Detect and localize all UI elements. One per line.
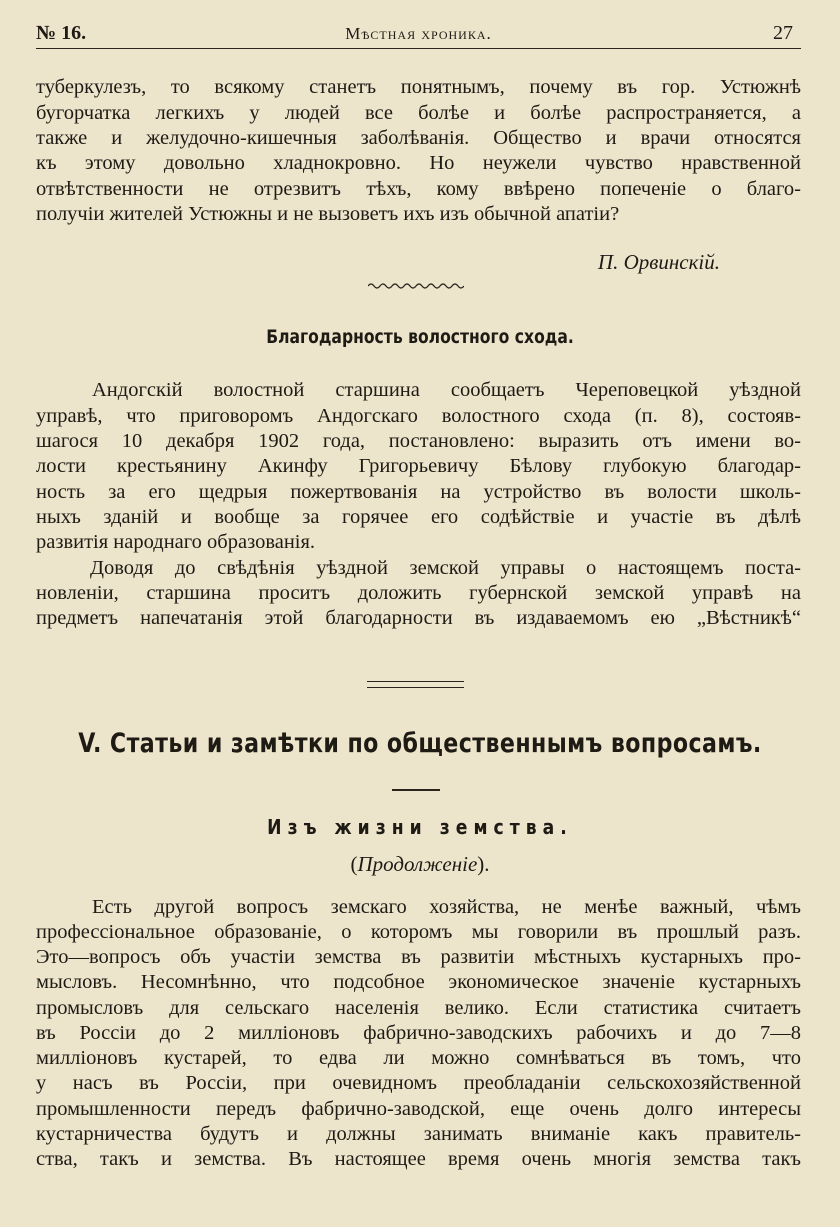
text-line: ныхъ зданій и вообще за горячее его содѣйствіе и участіе въ дѣлѣ (36, 506, 801, 528)
text-line: въ Россіи до 2 милліоновъ фабрично-заводскихъ рабочихъ и до 7—8 (36, 1022, 801, 1044)
text-line: у насъ въ Россіи, при очевидномъ преобладаніи сельскохозяйственной (36, 1072, 801, 1094)
text-line: развитія народнаго образованія. (36, 531, 316, 553)
text-line: также и желудочно-кишечныя заболѣванія. Общество и врачи относятся (36, 127, 801, 149)
text-line: ность за его щедрыя пожертвованія на устройство въ волости школь- (36, 481, 801, 503)
text-line: мысловъ. Несомнѣнно, что подсобное экономическое значеніе кустарныхъ (36, 971, 801, 993)
issue-number: № 16. (36, 22, 87, 44)
text-line: милліоновъ кустарей, то едва ли можно сомнѣваться въ томъ, что (36, 1047, 801, 1069)
text-line: новленіи, старшина проситъ доложить губернской земской управѣ на (36, 582, 801, 604)
section-running-title: Мѣстная хроника. (345, 24, 492, 43)
text-line: управѣ, что приговоромъ Андогскаго волостного схода (п. 8), состояв- (36, 405, 801, 427)
wavy-divider (368, 282, 464, 290)
text-line: профессіональное образованіе, о которомъ мы говорили въ прошлый разъ. (36, 921, 801, 943)
text-line: Доводя до свѣдѣнія уѣздной земской управы о настоящемъ поста- (90, 557, 801, 579)
text-line: кустарничества будутъ и должны занимать вниманіе какъ правитель- (36, 1123, 801, 1145)
text-line: Андогскій волостной старшина сообщаетъ Череповецкой уѣздной (92, 379, 801, 401)
text-line: промысловъ для сельскаго населенія велико. Если статистика считаетъ (36, 997, 801, 1019)
text-line: Есть другой вопросъ земскаго хозяйства, не менѣе важный, чѣмъ (92, 896, 801, 918)
text-line: шагося 10 декабря 1902 года, постановлено: выразить отъ имени во- (36, 430, 801, 452)
double-rule-divider (367, 681, 464, 688)
section-heading: V. Статьи и замѣтки по общественнымъ вопросамъ. (78, 728, 762, 759)
page-number: 27 (773, 22, 793, 44)
text-line: ства, такъ и земства. Въ настоящее время очень многія земства такъ (36, 1148, 801, 1170)
text-line: получіи жителей Устюжны и не вызоветъ ихъ изъ обычной апатіи? (36, 203, 620, 225)
short-rule-divider (392, 789, 440, 791)
author-signature: П. Орвинскій. (597, 250, 720, 274)
text-line: Это—вопросъ объ участіи земства въ развитіи мѣстныхъ кустарныхъ про- (36, 946, 801, 968)
text-line: отвѣтственности не отрезвитъ тѣхъ, кому ввѣрено попеченіе о благо- (36, 178, 801, 200)
text-line: къ этому довольно хладнокровно. Но неужели чувство нравственной (36, 152, 801, 174)
text-line: бугорчатка легкихъ у людей все болѣе и болѣе распространяется, а (36, 102, 801, 124)
text-line: лости крестьянину Акинфу Григорьевичу Бѣлову глубокую благодар- (36, 455, 801, 477)
continuation-label: Продолженіе (357, 852, 478, 876)
continuation-note: (Продолженіе). (350, 852, 490, 876)
running-header (36, 22, 801, 49)
gratitude-heading: Благодарность волостного схода. (266, 326, 574, 348)
article-title: Изъ жизни земства. (267, 815, 573, 839)
text-line: промышленности передъ фабрично-заводской, еще очень долго интересы (36, 1098, 801, 1120)
text-line: предметъ напечатанія этой благодарности въ издаваемомъ ею „Вѣстникѣ“ (36, 607, 801, 629)
text-line: туберкулезъ, то всякому станетъ понятнымъ, почему въ гор. Устюжнѣ (36, 76, 801, 98)
